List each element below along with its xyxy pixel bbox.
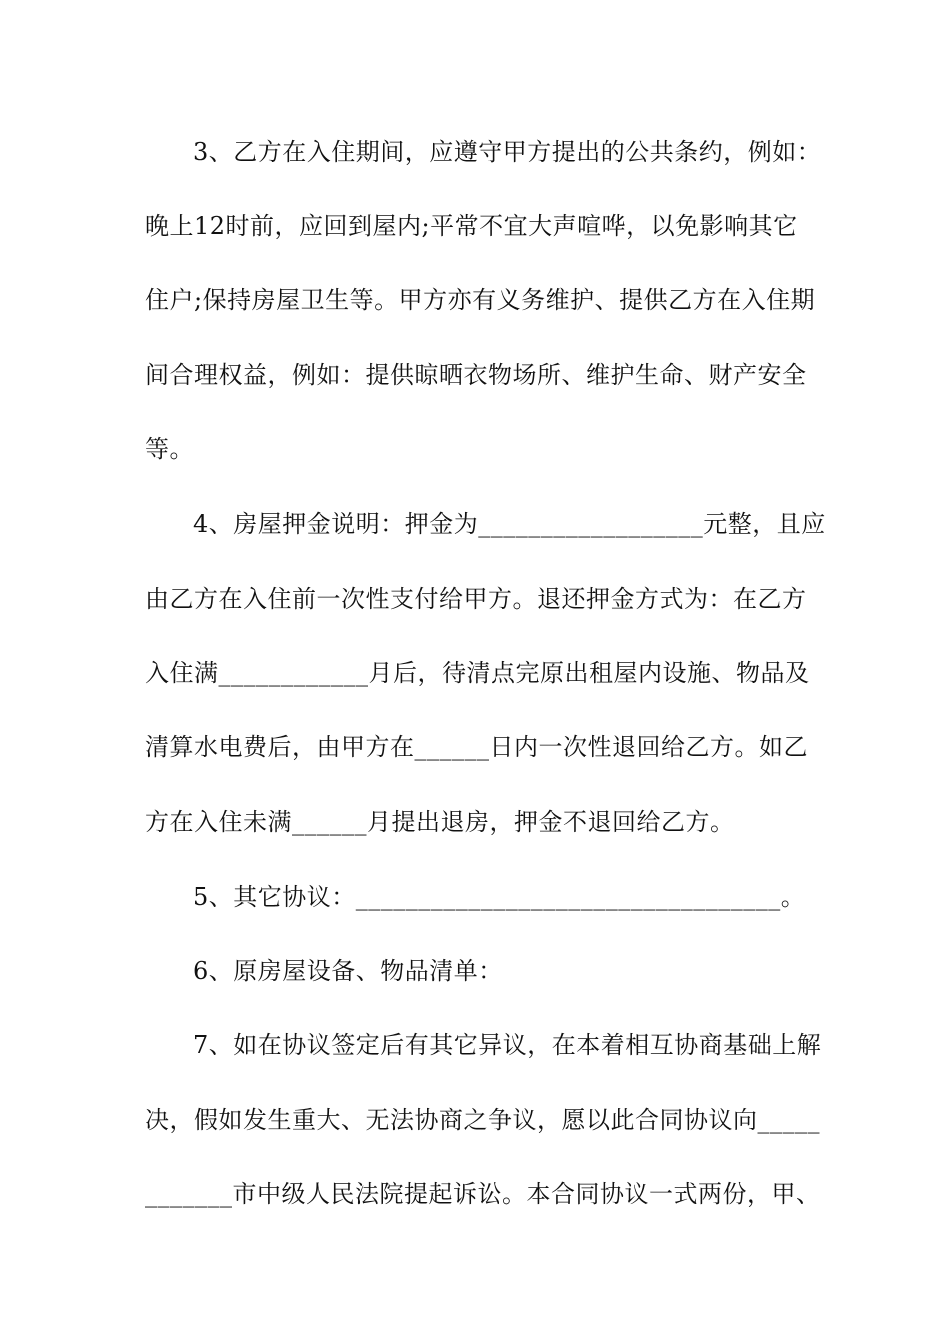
clause-7-line-2: 决，假如发生重大、无法协商之争议，愿以此合同协议向_____ bbox=[145, 1106, 820, 1134]
clause-3-line-3: 住户;保持房屋卫生等。甲方亦有义务维护、提供乙方在入住期 bbox=[145, 286, 816, 314]
clause-7-line-3: _______市中级人民法院提起诉讼。本合同协议一式两份，甲、 bbox=[145, 1180, 821, 1208]
clause-6-line-1: 6、原房屋设备、物品清单： bbox=[193, 957, 503, 985]
clause-5-line-1: 5、其它协议：__________________________________。 bbox=[193, 883, 806, 911]
clause-3-line-4: 间合理权益，例如：提供晾晒衣物场所、维护生命、财产安全 bbox=[145, 361, 807, 389]
clause-7-line-1: 7、如在协议签定后有其它异议，在本着相互协商基础上解 bbox=[193, 1031, 822, 1059]
clause-4-line-2: 由乙方在入住前一次性支付给甲方。退还押金方式为：在乙方 bbox=[145, 585, 807, 613]
clause-3-line-5: 等。 bbox=[145, 435, 194, 463]
clause-4-line-5: 方在入住未满______月提出退房，押金不退回给乙方。 bbox=[145, 808, 735, 836]
clause-4-line-4: 清算水电费后，由甲方在______日内一次性退回给乙方。如乙 bbox=[145, 733, 808, 761]
clause-4-line-3: 入住满____________月后，待清点完原出租屋内设施、物品及 bbox=[145, 659, 810, 687]
clause-4-line-1: 4、房屋押金说明：押金为__________________元整，且应 bbox=[193, 510, 826, 538]
clause-3-line-2: 晚上12时前，应回到屋内;平常不宜大声喧哗，以免影响其它 bbox=[145, 212, 798, 240]
clause-3-line-1: 3、乙方在入住期间，应遵守甲方提出的公共条约，例如： bbox=[193, 138, 822, 166]
